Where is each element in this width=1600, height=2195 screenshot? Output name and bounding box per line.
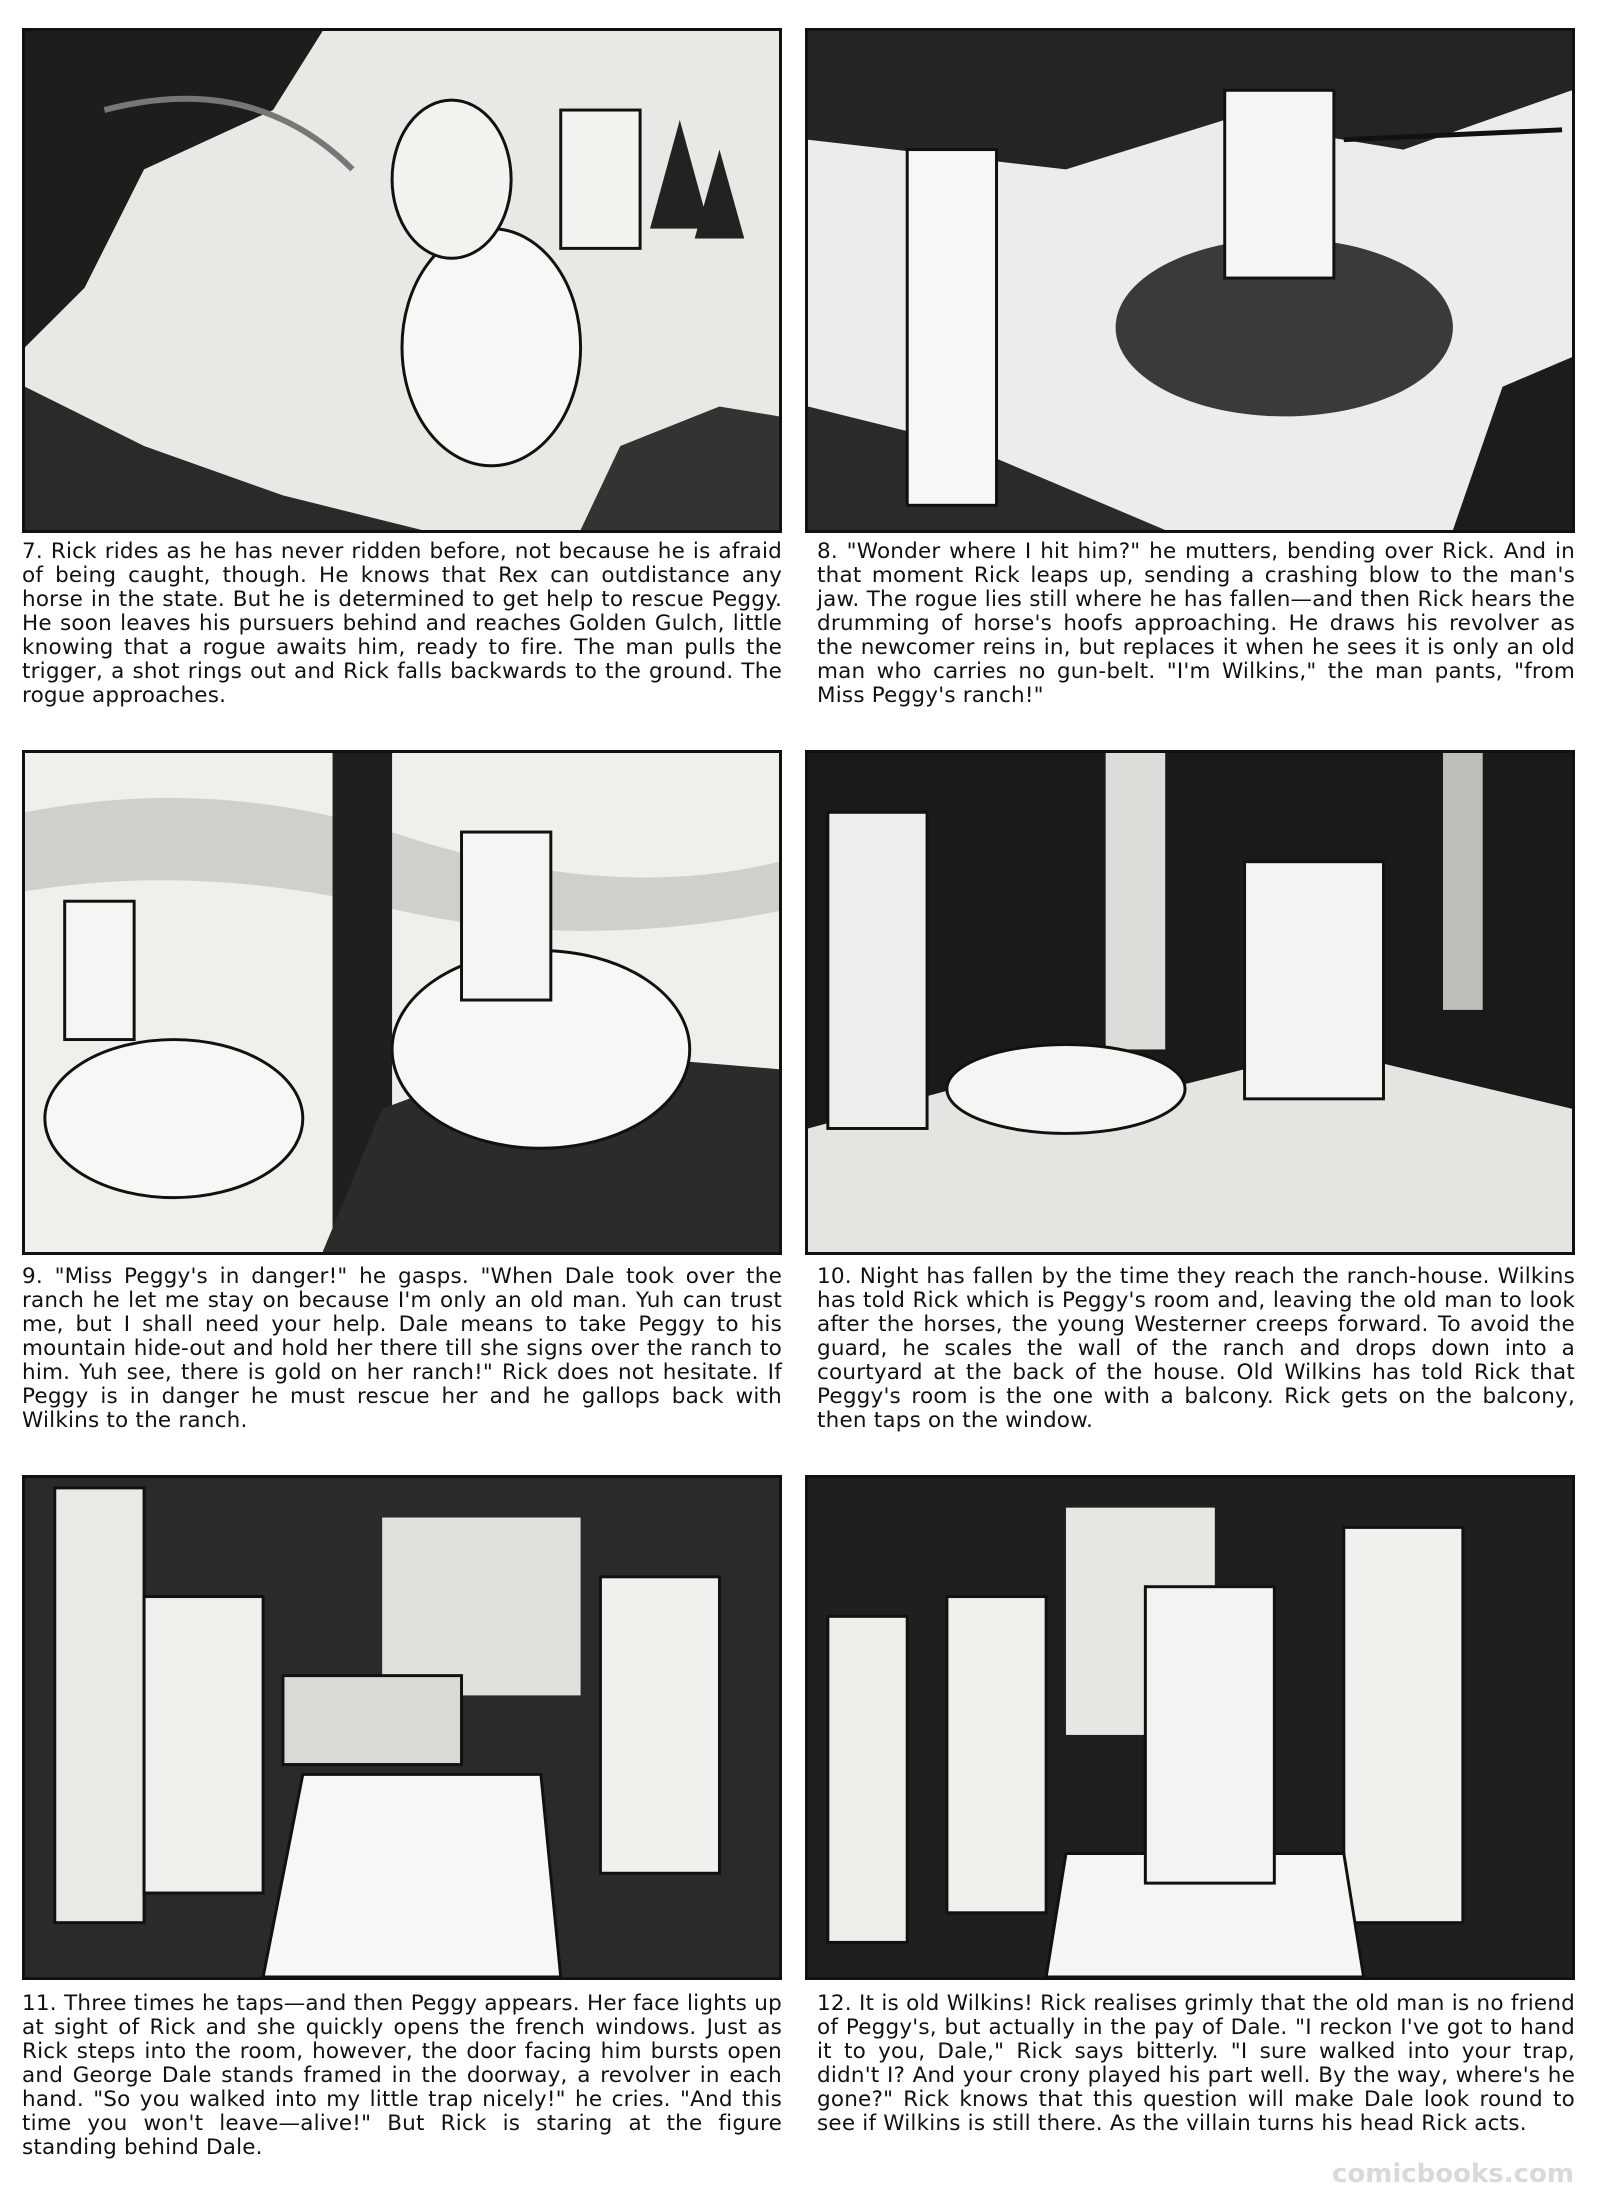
panel-7-illustration [22,28,782,533]
panel-7-text: Rick rides as he has never ridden before, not because he is afraid of being caught, though. He knows that Rex can outdistance any horse in the state. But he is determined to get help to rescue Peggy. He soon leaves his pursuers behind and reaches Golden Gulch, little knowing that a rogue awaits him, ready to fire. The man pulls the trigger, a shot rings out and Rick falls backwards to the ground. The rogue approaches. [22,539,782,708]
panel-10-illustration [805,750,1575,1255]
panel-10-caption [817,1265,1575,1460]
panel-9-number: 9. [22,1264,43,1289]
panel-9-caption [22,1265,782,1460]
panel-7-caption [22,540,782,735]
panel-12-text: It is old Wilkins! Rick realises grimly that the old man is no friend of Peggy's, but actually in the pay of Dale. "I reckon I've got to hand it to you, Dale," Rick says bitterly. "I sure walked into your trap, didn't I? And your crony played his part well. By the way, where's he gone?" Rick knows that this question will make Dale look round to see if Wilkins is still there. As the villain turns his head Rick acts. [817,1991,1575,2136]
panel-12-caption [817,1992,1575,2187]
watermark: comicbooks.com [1331,2159,1574,2189]
panel-9-text: "Miss Peggy's in danger!" he gasps. "When Dale took over the ranch he let me stay on because I'm only an old man. Yuh can trust me, but I shall need your help. Dale means to take Peggy to his mountain hide-out and hold her there till she signs over the ranch to him. Yuh see, there is gold on her ranch!" Rick does not hesitate. If Peggy is in danger he must rescue her and he gallops back with Wilkins to the ranch. [22,1264,782,1433]
panel-10-number: 10. [817,1264,852,1289]
panel-11-caption [22,1992,782,2187]
panel-12-number: 12. [817,1991,852,2016]
panel-8-illustration [805,28,1575,533]
panel-10-text: Night has fallen by the time they reach the ranch-house. Wilkins has told Rick which is Peggy's room and, leaving the old man to look after the horses, the young Westerner creeps forward. To avoid the guard, he scales the wall of the ranch and drops down into a courtyard at the back of the house. Old Wilkins has told Rick that Peggy's room is the one with a balcony. Rick gets on the balcony, then taps on the window. [817,1264,1575,1433]
panel-11-text: Three times he taps—and then Peggy appears. Her face lights up at sight of Rick and she quickly opens the french windows. Just as Rick steps into the room, however, the door facing him bursts open and George Dale stands framed in the doorway, a revolver in each hand. "So you walked into my little trap nicely!" he cries. "And this time you won't leave—alive!" But Rick is staring at the figure standing behind Dale. [22,1991,782,2160]
panel-7-number: 7. [22,539,43,564]
panel-8-number: 8. [817,539,838,564]
panel-8-caption [817,540,1575,735]
panel-9-illustration [22,750,782,1255]
panel-11-illustration [22,1475,782,1980]
panel-8-text: "Wonder where I hit him?" he mutters, bending over Rick. And in that moment Rick leaps up, sending a crashing blow to the man's jaw. The rogue lies still where he has fallen—and then Rick hears the drumming of horse's hoofs approaching. He draws his revolver as the newcomer reins in, but replaces it when he sees it is only an old man who carries no gun-belt. "I'm Wilkins," the man pants, "from Miss Peggy's ranch!" [817,539,1575,708]
panel-11-number: 11. [22,1991,57,2016]
panel-12-illustration [805,1475,1575,1980]
